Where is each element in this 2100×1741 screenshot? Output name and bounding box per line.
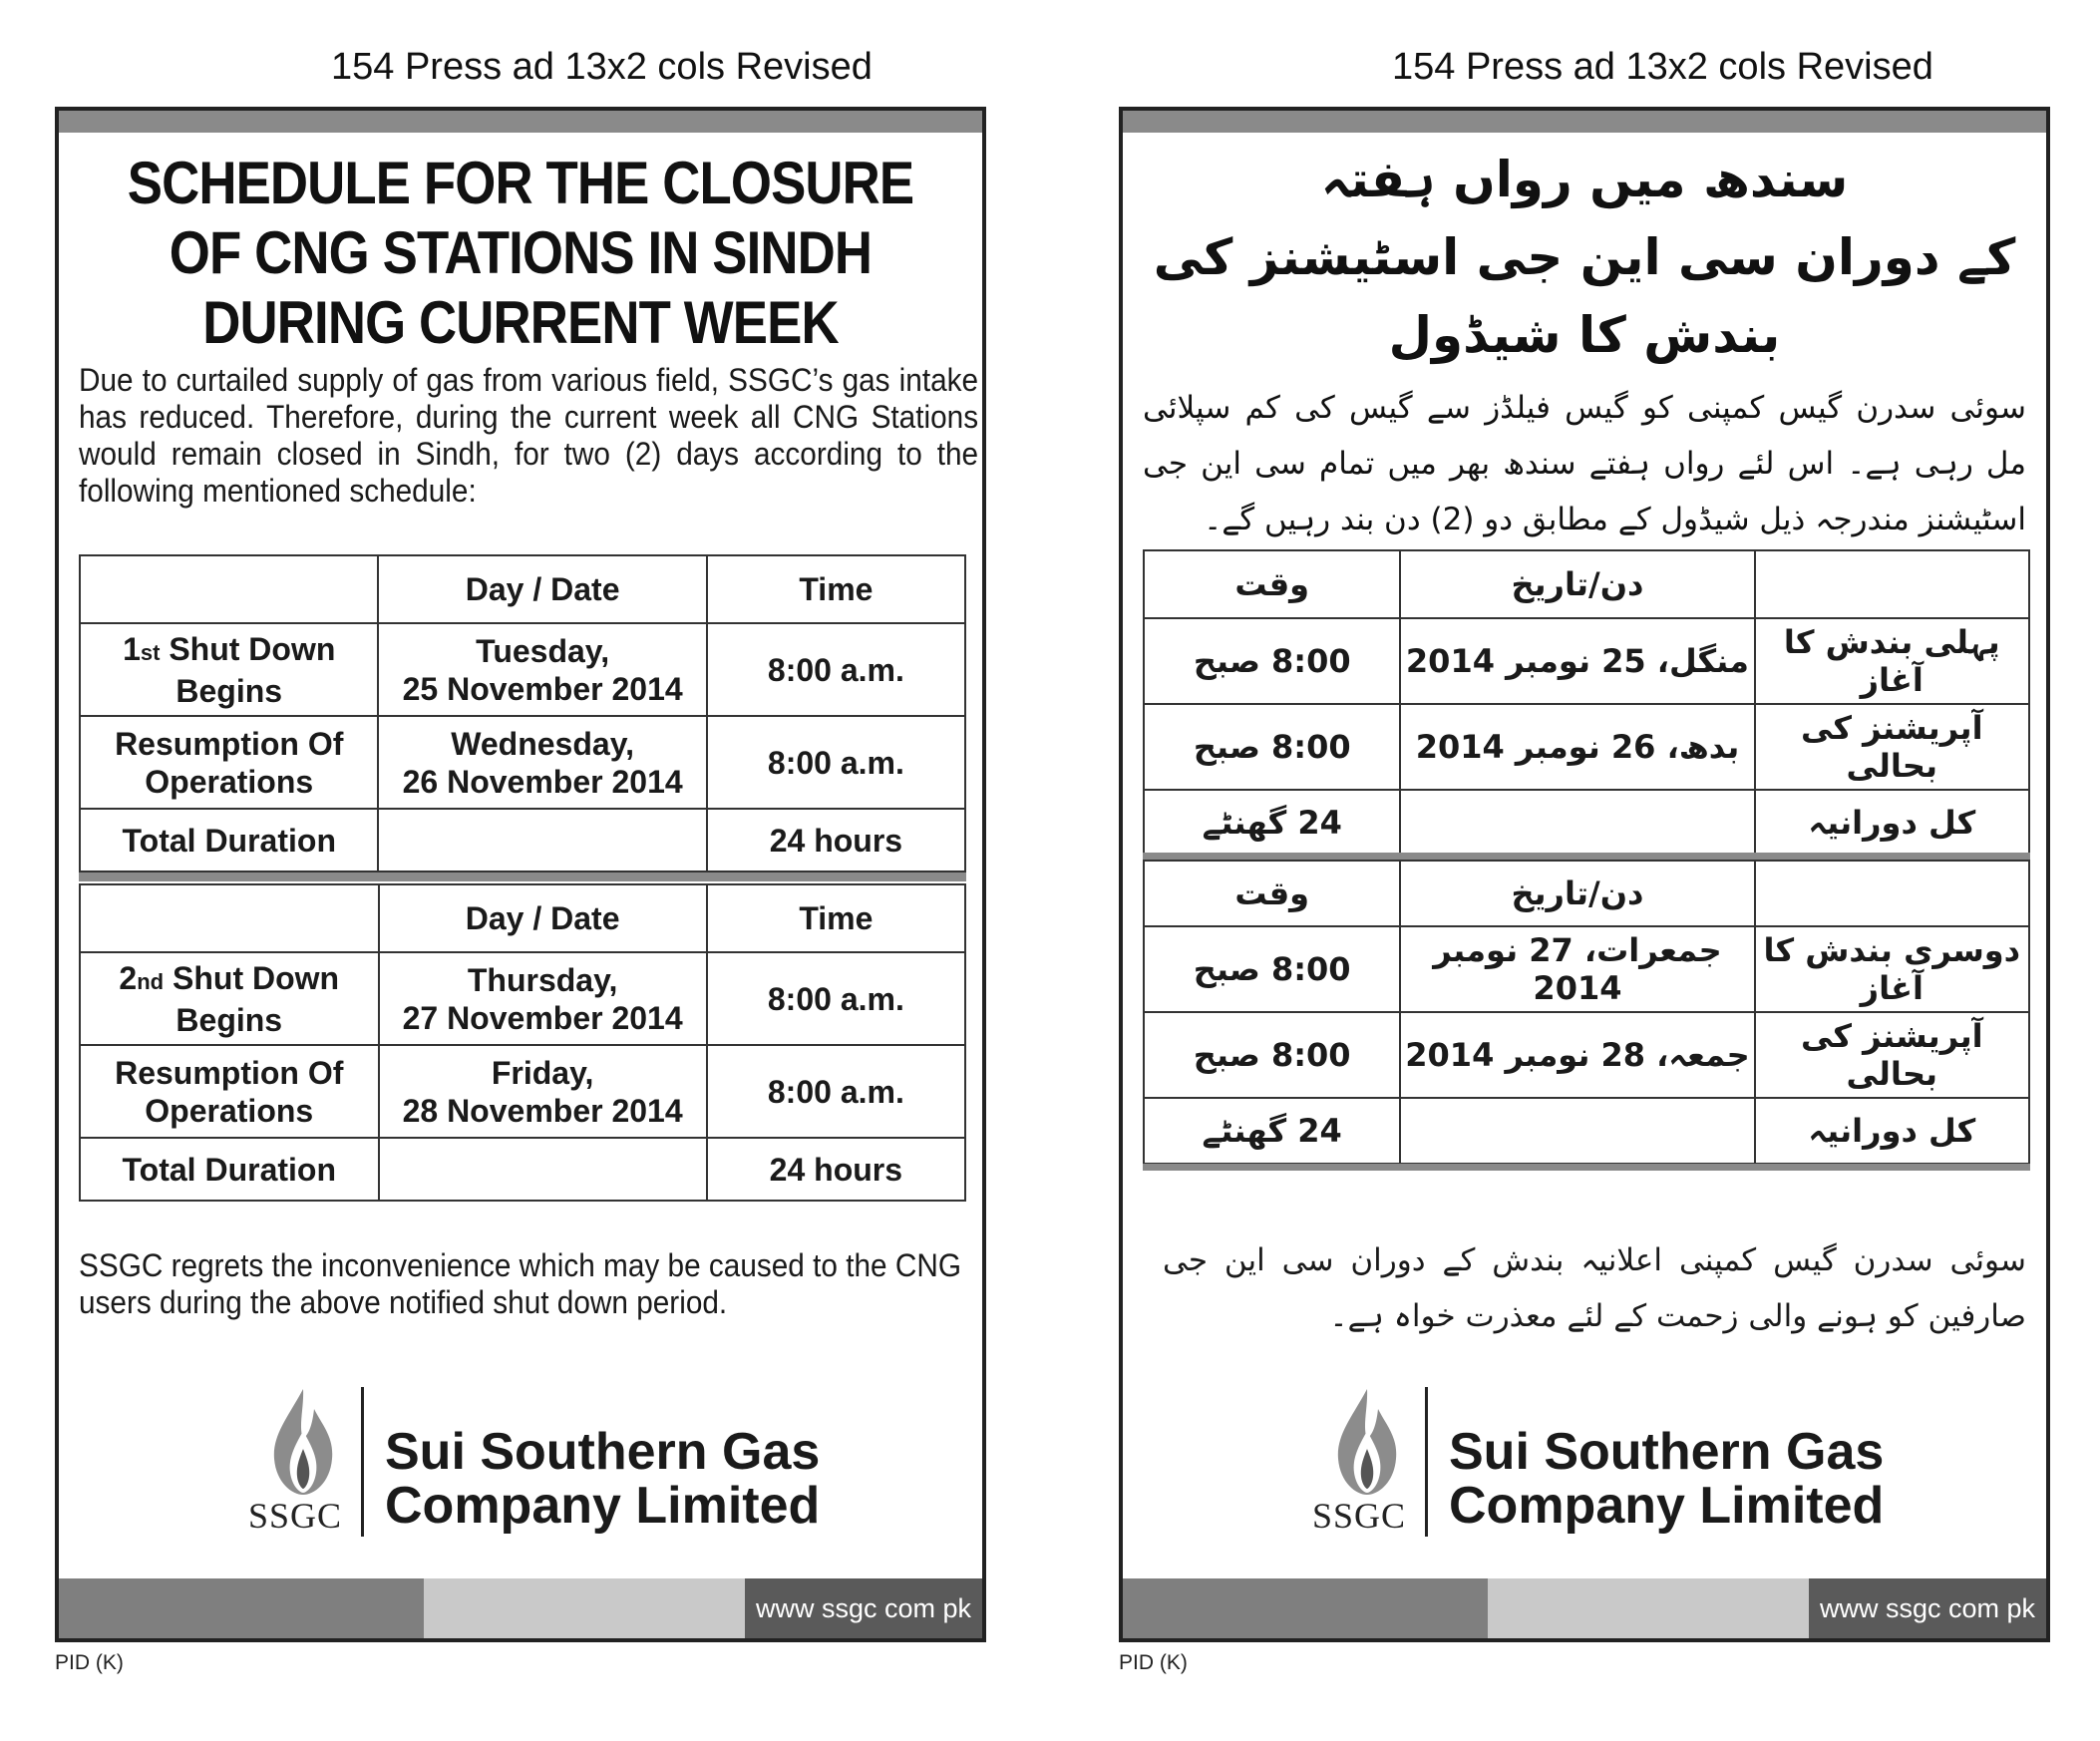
header-cell: دن/تاریخ [1400, 550, 1754, 618]
header-cell: Day / Date [379, 884, 707, 952]
caption-left: 154 Press ad 13x2 cols Revised [331, 46, 873, 88]
row-date [1400, 790, 1754, 856]
footer-bar [1123, 1578, 2046, 1638]
row-time: 8:00 a.m. [707, 716, 965, 809]
company-name: Sui Southern Gas Company Limited [1449, 1423, 1885, 1535]
website-link[interactable]: www ssgc com pk [1809, 1578, 2046, 1638]
row-label: Total Duration [80, 1138, 379, 1201]
row-date: بدھ، 26 نومبر 2014 [1400, 704, 1754, 790]
ssgc-logo [1312, 1387, 1885, 1537]
row-date: جمعہ، 28 نومبر 2014 [1400, 1012, 1754, 1098]
row-label: دوسری بندش کا آغاز [1755, 926, 2029, 1012]
table-row [1144, 1098, 2029, 1164]
caption-right: 154 Press ad 13x2 cols Revised [1392, 46, 1933, 88]
row-label: کل دورانیہ [1755, 790, 2030, 856]
table-row [80, 1138, 965, 1201]
row-time: 8:00 a.m. [707, 952, 965, 1045]
schedule-table-1 [79, 554, 966, 872]
row-date: Wednesday, 26 November 2014 [378, 716, 706, 809]
flame-icon [1332, 1387, 1402, 1497]
table-separator [1143, 1164, 2030, 1171]
title-line-3: DURING CURRENT WEEK [202, 289, 839, 356]
website-link[interactable]: www ssgc com pk [745, 1578, 982, 1638]
row-date [378, 809, 706, 871]
header-cell: دن/تاریخ [1400, 861, 1754, 926]
row-label: کل دورانیہ [1755, 1098, 2029, 1164]
row-date [1400, 1098, 1754, 1164]
logo-abbreviation: SSGC [248, 1496, 343, 1536]
top-bar [59, 111, 982, 133]
row-label: Resumption Of Operations [80, 716, 378, 809]
table-separator [79, 872, 966, 881]
regret-paragraph-urdu: سوئی سدرن گیس کمپنی اعلانیہ بندش کے دوران سی این جی صارفین کو ہونے والی زحمت کے لئے معذرت خواہ ہے۔ [1163, 1242, 2026, 1334]
table-row [80, 952, 965, 1045]
row-time: 8:00 a.m. [707, 623, 965, 716]
ssgc-logo [248, 1387, 821, 1537]
row-label: 1st Shut Down Begins [80, 623, 378, 716]
row-time: 8:00 صبح [1144, 618, 1400, 704]
table-row [80, 1045, 965, 1138]
title-line-2: OF CNG STATIONS IN SINDH [169, 219, 873, 286]
table-row [80, 623, 965, 716]
footer-bar [59, 1578, 982, 1638]
company-name: Sui Southern Gas Company Limited [385, 1423, 821, 1535]
english-ad-panel [55, 107, 986, 1642]
row-time: 8:00 a.m. [707, 1045, 965, 1138]
logo-divider [361, 1387, 364, 1537]
header-cell: Day / Date [378, 555, 706, 623]
flame-icon [268, 1387, 338, 1497]
header-cell: Time [707, 884, 965, 952]
row-date: Thursday, 27 November 2014 [379, 952, 707, 1045]
row-date: Friday, 28 November 2014 [379, 1045, 707, 1138]
row-time: 24 hours [707, 1138, 965, 1201]
row-label: Resumption Of Operations [80, 1045, 379, 1138]
header-cell: وقت [1144, 550, 1400, 618]
header-cell [1755, 550, 2030, 618]
title-line-1: SCHEDULE FOR THE CLOSURE [127, 150, 914, 216]
table-header-row [1144, 861, 2029, 926]
top-bar [1123, 111, 2046, 133]
pid-right: PID (K) [1119, 1651, 1188, 1674]
table-header-row [1144, 550, 2029, 618]
row-label: Total Duration [80, 809, 378, 871]
table-row [1144, 926, 2029, 1012]
table-header-row [80, 884, 965, 952]
row-date: Tuesday, 25 November 2014 [378, 623, 706, 716]
title-line-3: بندش کا شیڈول [1388, 306, 1781, 364]
pid-left: PID (K) [55, 1651, 124, 1674]
table-row [80, 809, 965, 871]
regret-paragraph: SSGC regrets the inconvenience which may be caused to the CNG users during the above notified shut down period. [79, 1247, 961, 1320]
schedule-table-2 [79, 883, 966, 1202]
row-date: منگل، 25 نومبر 2014 [1400, 618, 1754, 704]
ad-title [115, 149, 927, 358]
header-cell: Time [707, 555, 965, 623]
row-label: آپریشنز کی بحالی [1755, 704, 2030, 790]
logo-divider [1425, 1387, 1428, 1537]
row-time: 8:00 صبح [1144, 704, 1400, 790]
row-label: 2nd Shut Down Begins [80, 952, 379, 1045]
row-time: 24 گھنٹے [1144, 1098, 1400, 1164]
table-header-row [80, 555, 965, 623]
header-cell [1755, 861, 2029, 926]
title-line-1: سندھ میں رواں ہفتہ [1320, 151, 1849, 208]
header-cell: وقت [1144, 861, 1400, 926]
table-row [1144, 704, 2029, 790]
schedule-table-urdu-2 [1143, 860, 2030, 1165]
title-line-2: کے دوران سی این جی اسٹیشنز کی [1153, 228, 2016, 286]
row-time: 8:00 صبح [1144, 1012, 1400, 1098]
row-time: 24 گھنٹے [1144, 790, 1400, 856]
row-time: 8:00 صبح [1144, 926, 1400, 1012]
row-time: 24 hours [707, 809, 965, 871]
row-date [379, 1138, 707, 1201]
schedule-table-urdu-1 [1143, 549, 2030, 857]
intro-paragraph: Due to curtailed supply of gas from various field, SSGC’s gas intake has reduced. Therefore, during the current week all CNG Stations would remain closed in Sindh, for two (2) days according to the following mentioned schedule: [79, 362, 979, 509]
row-label: آپریشنز کی بحالی [1755, 1012, 2029, 1098]
table-separator [1143, 853, 2030, 860]
row-label: پہلی بندش کا آغاز [1755, 618, 2030, 704]
row-date: جمعرات، 27 نومبر 2014 [1400, 926, 1754, 1012]
urdu-ad-panel [1119, 107, 2050, 1642]
ad-title-urdu [1123, 141, 2046, 374]
header-cell [80, 555, 378, 623]
intro-paragraph-urdu: سوئی سدرن گیس کمپنی کو گیس فیلڈز سے گیس کی کم سپلائی مل رہی ہے۔ اس لئے رواں ہفتے سندھ بھر میں تمام سی این جی اسٹیشنز مندرجہ ذیل شیڈول کے مطابق دو (2) دن بند رہیں گے۔ [1143, 390, 2026, 537]
logo-abbreviation: SSGC [1312, 1496, 1407, 1536]
table-row [1144, 618, 2029, 704]
table-row [1144, 1012, 2029, 1098]
table-row [1144, 790, 2029, 856]
table-row [80, 716, 965, 809]
header-cell [80, 884, 379, 952]
